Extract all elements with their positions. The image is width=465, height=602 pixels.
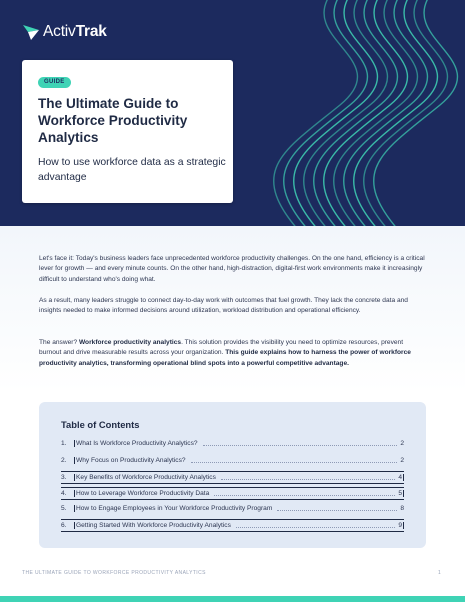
toc-entry-page: 9 xyxy=(398,522,402,529)
logo-wordmark xyxy=(43,23,107,41)
toc-entry-page: 8 xyxy=(400,505,404,512)
toc-entry-number: 6. xyxy=(61,522,67,529)
toc-entry-number: 3. xyxy=(61,474,67,481)
toc-entry[interactable] xyxy=(61,503,404,514)
intro-p3-emphasis-2: This guide explains how to harness the power of workforce productivity analytics, transforming operational blind spots into a powerful competitive advantage. xyxy=(39,349,411,367)
wave-line xyxy=(344,0,428,226)
toc-leader-dots xyxy=(214,495,395,496)
wave-line xyxy=(364,0,448,226)
toc-leader-dots xyxy=(221,479,395,480)
intro-paragraph-3 xyxy=(39,338,427,369)
activtrak-logo-icon xyxy=(22,23,40,41)
cover-title-card xyxy=(22,60,233,203)
toc-entry-number: 5. xyxy=(61,505,67,512)
toc-entry-page: 2 xyxy=(400,457,404,464)
toc-leader-dots xyxy=(236,527,395,528)
guide-badge: GUIDE xyxy=(38,77,71,88)
toc-entry-page: 2 xyxy=(400,440,404,447)
footer-document-title: THE ULTIMATE GUIDE TO WORKFORCE PRODUCTIVITY ANALYTICS xyxy=(22,570,206,576)
document-subtitle: How to use workforce data as a strategic advantage xyxy=(38,157,226,183)
wave-line xyxy=(354,0,438,226)
toc-entry-number: 2. xyxy=(61,457,67,464)
logo-wordmark-light: Activ xyxy=(43,23,76,40)
toc-entry-link[interactable]: Getting Started With Workforce Productivity Analytics xyxy=(76,522,231,529)
toc-entry-page: 5 xyxy=(398,490,402,497)
toc-leader-dots xyxy=(277,510,397,511)
toc-leader-dots xyxy=(203,445,398,446)
toc-entry[interactable] xyxy=(61,487,404,500)
toc-heading: Table of Contents xyxy=(61,419,140,430)
footer-page-number: 1 xyxy=(438,570,441,576)
toc-entry[interactable] xyxy=(61,471,404,484)
toc-entry[interactable] xyxy=(61,438,404,449)
toc-entry-link[interactable]: What Is Workforce Productivity Analytics? xyxy=(76,440,198,447)
footer-accent-bar xyxy=(0,596,465,602)
toc-entry-link[interactable]: How to Leverage Workforce Productivity Data xyxy=(76,490,210,497)
intro-p3-start: The answer? xyxy=(39,339,79,346)
intro-paragraph-1: Let's face it: Today's business leaders face unprecedented workforce productivity challenges. On the one hand, efficiency is a critical lever for growth — and every minute counts. On the other hand, high-distraction, digital-first work environments make it increasingly difficult to understand who's doing what. xyxy=(39,255,425,283)
activtrak-logo xyxy=(22,21,107,43)
toc-entry-page: 4 xyxy=(398,474,402,481)
toc-entry-link[interactable]: Key Benefits of Workforce Productivity Analytics xyxy=(76,474,216,481)
toc-entry[interactable] xyxy=(61,455,404,466)
toc-entry[interactable] xyxy=(61,519,404,532)
intro-p3-middle: . This solution provides the visibility you need to optimize resources, prevent burnout and drive measurable results across your organization. xyxy=(39,339,404,357)
document-title: The Ultimate Guide to Workforce Productivity Analytics xyxy=(38,96,188,145)
toc-entry-number: 1. xyxy=(61,440,67,447)
cover-hero xyxy=(0,0,465,226)
toc-entry-link[interactable]: How to Engage Employees in Your Workforce Productivity Program xyxy=(76,505,273,512)
table-of-contents xyxy=(39,402,426,548)
intro-p3-emphasis-1: Workforce productivity analytics xyxy=(78,339,182,346)
intro-paragraph-2: As a result, many leaders struggle to connect day-to-day work with outcomes that fuel growth. They lack the concrete data and insights needed to make informed decisions around utilization, workload distribution and operational efficiency. xyxy=(39,297,408,315)
logo-wordmark-bold: Trak xyxy=(75,23,107,40)
toc-entry-link[interactable]: Why Focus on Productivity Analytics? xyxy=(76,457,186,464)
toc-entry-number: 4. xyxy=(61,490,67,497)
toc-leader-dots xyxy=(191,462,398,463)
wave-line xyxy=(374,0,458,226)
